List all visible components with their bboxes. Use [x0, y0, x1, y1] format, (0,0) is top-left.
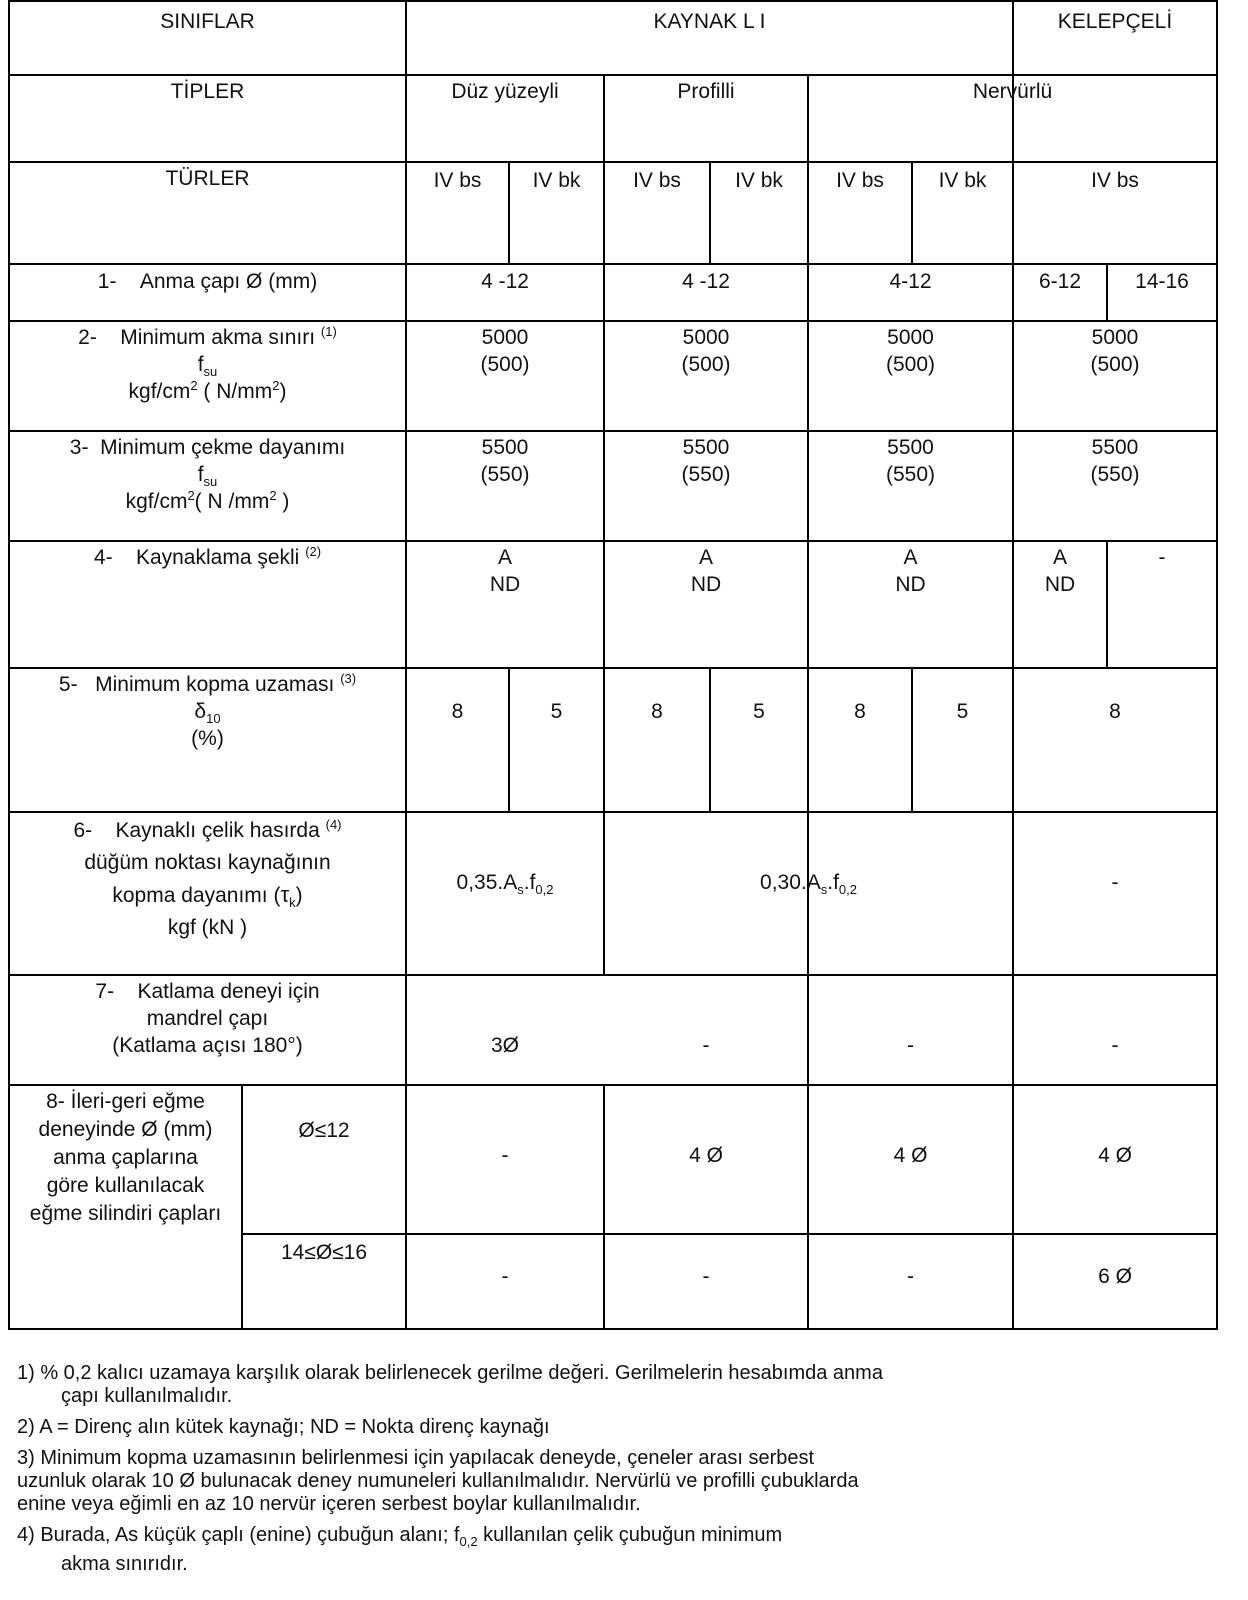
table-border-right	[1216, 0, 1218, 1330]
row7-profilli: -	[702, 1034, 710, 1057]
row1-label	[10, 268, 405, 295]
row7-label-line2: mandrel çapı	[146, 1007, 269, 1030]
row5-nervurlu-bs: 8	[854, 700, 866, 723]
row8-sub-b-label: 14≤Ø≤16	[280, 1241, 368, 1264]
row3-kelepceli	[1014, 434, 1216, 488]
tau-subscript: k	[289, 895, 296, 911]
header-nervurlu: Nervürlü	[972, 80, 1053, 103]
column-divider	[709, 667, 711, 811]
formula-part: 0,30.A	[760, 871, 821, 894]
row8-a-profilli: 4 Ø	[689, 1144, 723, 1167]
value-n: (550)	[1090, 463, 1140, 486]
row5-profilli-bs: 8	[651, 700, 663, 723]
footnote-2: 2) A = Direnç alın kütek kaynağı; ND = Nokta direnç kaynağı	[17, 1416, 550, 1438]
row2-duz	[407, 324, 603, 378]
footnote-3-line3: enine veya eğimli en az 10 nervür içeren serbest boylar kullanılmalıdır.	[17, 1493, 641, 1515]
formula-part: .f	[827, 871, 839, 894]
header-kelepceli: KELEPÇELİ	[1057, 10, 1173, 33]
row3-nervurlu	[809, 434, 1012, 488]
footnote-ref: (4)	[325, 817, 342, 832]
row6-label-line3-close: )	[295, 884, 303, 907]
footnote-ref: (2)	[305, 544, 322, 559]
row7-number: 7-	[95, 980, 115, 1003]
row3-number: 3-	[69, 436, 89, 459]
weld-nd: ND	[690, 573, 722, 596]
row5-label	[10, 671, 405, 752]
row5-nervurlu-bk: 5	[956, 700, 969, 723]
weld-a: A	[903, 546, 918, 569]
row4-profilli	[605, 544, 807, 598]
row2-kelepceli	[1014, 324, 1216, 378]
unit-sup: 2	[272, 378, 280, 393]
row7-label	[10, 978, 405, 1059]
footnote-4-line1: 4) Burada, As küçük çaplı (enine) çubuğun alanı; f	[17, 1524, 460, 1546]
row5-kelepceli: 8	[1109, 700, 1121, 723]
type-iv-bs: IV bs	[1091, 169, 1139, 192]
row1-kelepceli-a: 6-12	[1038, 270, 1082, 293]
unit-kgf: kgf/cm	[125, 490, 188, 513]
footnote-ref: (3)	[340, 671, 357, 686]
delta-subscript: 10	[206, 711, 221, 727]
row2-number: 2-	[78, 326, 97, 349]
row-divider	[8, 430, 1218, 432]
row5-label-text: Minimum kopma uzaması	[95, 673, 335, 696]
row6-label-line4: kgf (kN )	[167, 916, 248, 939]
row5-duz-bs: 8	[451, 700, 464, 723]
row6-profilli-nervurlu	[605, 869, 1012, 896]
value-n: (500)	[1090, 353, 1140, 376]
footnote-3	[17, 1447, 1217, 1516]
row8-b-duz: -	[501, 1265, 509, 1288]
formula-sub: 0,2	[535, 882, 554, 898]
value: 5000	[682, 326, 730, 349]
formula-sub: 0,2	[838, 882, 857, 898]
unit-close: )	[276, 490, 290, 513]
formula-part: 0,35.A	[456, 871, 518, 894]
column-divider	[911, 667, 913, 811]
row3-profilli	[605, 434, 807, 488]
row8-label-line: eğme silindiri çapları	[29, 1202, 222, 1225]
footnote-3-line1: 3) Minimum kopma uzamasının belirlenmesi için yapılacak deneyde, çeneler arası serbest	[17, 1447, 815, 1469]
footnote-4-line2: akma sınırıdır.	[61, 1553, 188, 1575]
row2-label-text: Minimum akma sınırı	[120, 326, 316, 349]
row8-a-nervurlu: 4 Ø	[893, 1144, 928, 1167]
row8-b-kelepceli: 6 Ø	[1098, 1265, 1132, 1288]
column-divider	[603, 74, 605, 975]
unit-n: ( N /mm	[194, 490, 270, 513]
type-iv-bs: IV bs	[433, 169, 482, 192]
row5-number: 5-	[58, 673, 78, 696]
row8-label-line: anma çaplarına	[53, 1146, 198, 1169]
row-divider	[8, 161, 1218, 163]
row8-label-line: deneyinde Ø (mm)	[38, 1118, 213, 1141]
footnotes	[17, 1362, 1217, 1584]
row6-label-line3: kopma dayanımı (	[112, 884, 281, 907]
row2-profilli	[605, 324, 807, 378]
value-n: (550)	[885, 463, 936, 486]
footnote-4	[17, 1524, 1217, 1576]
row8-label-line: 8- İleri-geri eğme	[46, 1090, 205, 1113]
row1-duz: 4 -12	[481, 270, 529, 293]
type-iv-bs: IV bs	[836, 169, 884, 192]
column-divider	[405, 0, 407, 1330]
unit-kgf: kgf/cm	[128, 380, 191, 403]
row3-label	[10, 434, 405, 515]
weld-a: A	[1052, 546, 1067, 569]
footnote-1	[17, 1362, 1217, 1408]
row4-duz	[407, 544, 603, 598]
unit-sup: 2	[269, 488, 277, 503]
footnote-3-line2: uzunluk olarak 10 Ø bulunacak deney numuneleri kullanılmalıdır. Nervürlü ve profilli çubuklarda	[17, 1470, 859, 1492]
row8-label	[10, 1088, 241, 1228]
delta-symbol: δ	[194, 700, 207, 723]
row1-number: 1-	[97, 270, 117, 293]
row7-kelepceli: -	[1111, 1034, 1119, 1057]
row8-a-kelepceli: 4 Ø	[1098, 1144, 1132, 1167]
row4-label-text: Kaynaklama şekli	[135, 546, 300, 569]
row8-sub-a-label: Ø≤12	[298, 1119, 350, 1142]
row8-a-duz: -	[501, 1144, 509, 1167]
row6-duz	[407, 869, 603, 896]
formula-sub: s	[517, 882, 524, 898]
row6-label-line2: düğüm noktası kaynağının	[84, 851, 331, 874]
row1-label-text: Anma çapı Ø (mm)	[139, 270, 318, 293]
header-tipler: TİPLER	[170, 80, 245, 103]
f-subscript: su	[203, 364, 218, 380]
row4-nervurlu	[809, 544, 1012, 598]
row7-label-line3: (Katlama açısı 180°)	[112, 1034, 303, 1057]
value: 5000	[1091, 326, 1139, 349]
value-n: (550)	[480, 463, 530, 486]
row4-kelepceli-a	[1014, 544, 1106, 598]
row6-label	[10, 815, 405, 944]
row8-label-line: göre kullanılacak	[46, 1174, 205, 1197]
row6-number: 6-	[73, 819, 93, 842]
table-border-top	[8, 0, 1218, 2]
value-n: (550)	[681, 463, 731, 486]
value: 5500	[682, 436, 730, 459]
row3-duz	[407, 434, 603, 488]
row8-b-profilli: -	[702, 1265, 710, 1288]
weld-nd: ND	[1044, 573, 1076, 596]
footnote-4-sub: 0,2	[459, 1534, 478, 1549]
row2-nervurlu	[809, 324, 1012, 378]
f-symbol: f	[197, 353, 204, 376]
value-n: (500)	[681, 353, 731, 376]
value: 5000	[887, 326, 934, 349]
table-border-bottom	[8, 1328, 1218, 1330]
unit-n: ( N/mm	[197, 380, 273, 403]
row5-profilli-bk: 5	[753, 700, 765, 723]
row1-nervurlu: 4-12	[889, 270, 932, 293]
row-divider	[8, 74, 1218, 76]
column-divider	[1012, 0, 1014, 1330]
row7-duz: 3Ø	[490, 1034, 519, 1057]
unit-sup: 2	[187, 488, 195, 503]
header-kaynakli: KAYNAK L I	[653, 10, 766, 33]
row2-label	[10, 324, 405, 405]
tau-symbol: τ	[280, 882, 290, 907]
row-divider	[8, 263, 1218, 265]
header-siniflar: SINIFLAR	[160, 10, 255, 33]
weld-nd: ND	[895, 573, 926, 596]
row6-label-line1: Kaynaklı çelik hasırda	[115, 819, 320, 842]
row1-kelepceli-b: 14-16	[1135, 270, 1189, 293]
value: 5500	[1091, 436, 1139, 459]
row1-profilli: 4 -12	[682, 270, 730, 293]
row-divider	[8, 667, 1218, 669]
row6-kelepceli: -	[1111, 871, 1119, 894]
percent-unit: (%)	[191, 727, 224, 750]
unit-close: )	[279, 380, 287, 403]
footnote-4-line1b: kullanılan çelik çubuğun minimum	[477, 1524, 783, 1546]
weld-a: A	[698, 546, 713, 569]
header-turler: TÜRLER	[165, 167, 250, 190]
footnote-1-line2: çapı kullanılmalıdır.	[61, 1385, 233, 1407]
weld-nd: ND	[489, 573, 521, 596]
type-iv-bk: IV bk	[735, 169, 783, 192]
unit-sup: 2	[190, 378, 198, 393]
row-divider	[8, 974, 1218, 976]
column-divider	[603, 1084, 605, 1330]
row3-label-text: Minimum çekme dayanımı	[100, 436, 346, 459]
type-iv-bk: IV bk	[532, 169, 581, 192]
type-iv-bs: IV bs	[633, 169, 681, 192]
value: 5500	[887, 436, 934, 459]
formula-sub: s	[820, 882, 828, 898]
row4-kelepceli-b: -	[1158, 546, 1166, 569]
row7-label-line1: Katlama deneyi için	[137, 980, 320, 1003]
f-subscript: su	[203, 474, 218, 490]
header-duz-yuzeyli: Düz yüzeyli	[451, 80, 559, 103]
weld-a: A	[497, 546, 512, 569]
footnote-ref: (1)	[320, 324, 337, 339]
row-divider	[241, 1233, 1218, 1235]
column-divider	[508, 667, 510, 811]
f-symbol: f	[197, 463, 204, 486]
value-n: (500)	[480, 353, 530, 376]
row8-b-nervurlu: -	[907, 1265, 914, 1288]
row-divider	[8, 811, 1218, 813]
row4-label	[10, 544, 405, 571]
formula-part: .f	[523, 871, 536, 894]
row-divider	[8, 1084, 1218, 1086]
header-profilli: Profilli	[677, 80, 735, 103]
value: 5000	[481, 326, 529, 349]
footnote-1-line1: 1) % 0,2 kalıcı uzamaya karşılık olarak belirlenecek gerilme değeri. Gerilmelerin hesabımda anma	[17, 1362, 883, 1384]
value-n: (500)	[885, 353, 936, 376]
row7-nervurlu: -	[907, 1034, 914, 1057]
type-iv-bk: IV bk	[938, 169, 987, 192]
row5-duz-bk: 5	[550, 700, 563, 723]
row-divider	[8, 320, 1218, 322]
value: 5500	[481, 436, 529, 459]
row-divider	[8, 540, 1218, 542]
row4-number: 4-	[93, 546, 113, 569]
